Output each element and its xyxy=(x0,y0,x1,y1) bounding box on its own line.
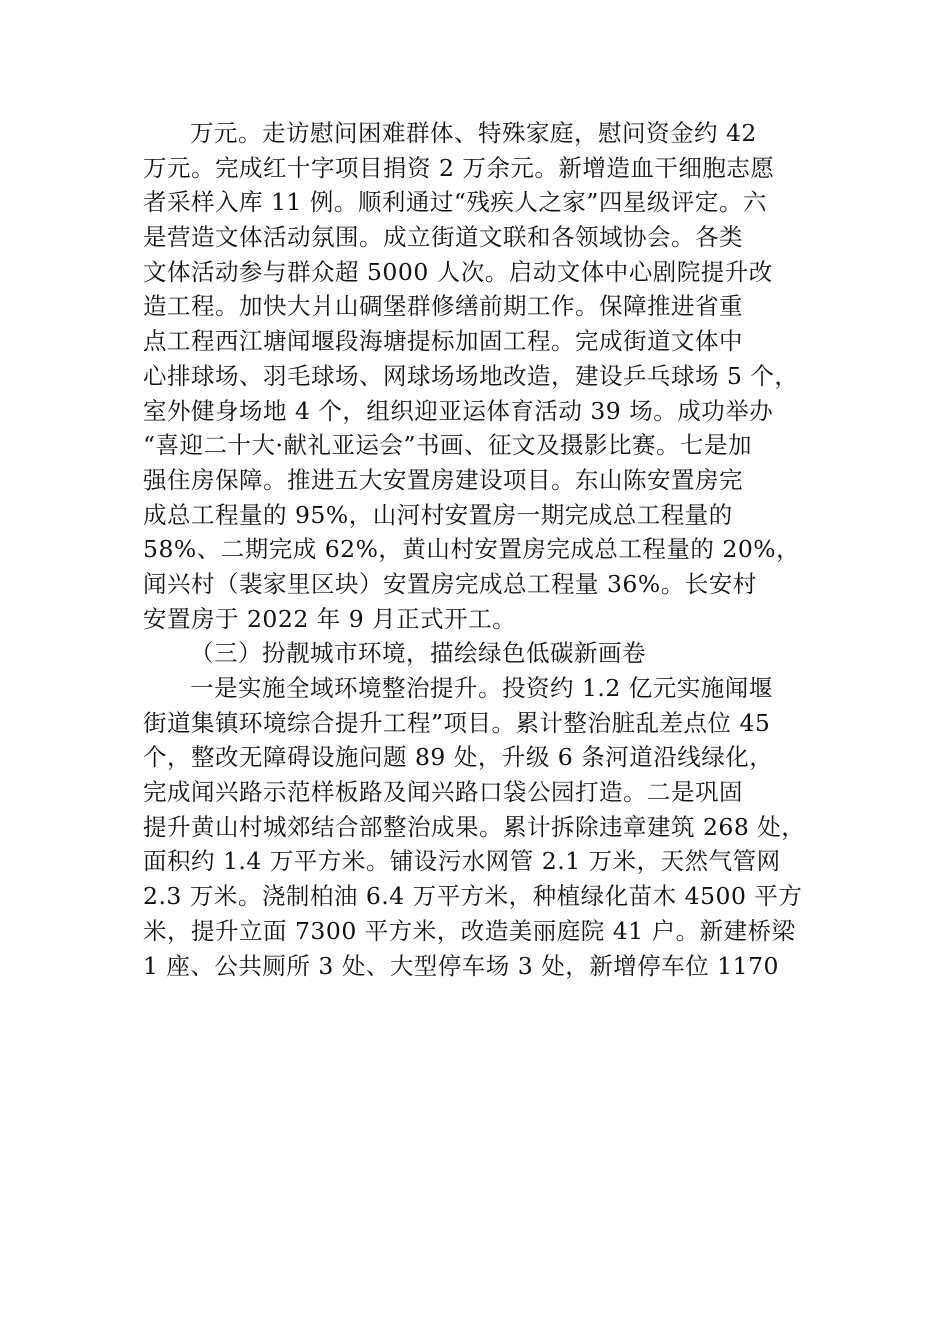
text-line: 万元。走访慰问困难群体、特殊家庭，慰问资金约 42 xyxy=(190,119,757,147)
text-line: 1 座、公共厕所 3 处、大型停车场 3 处，新增停车位 1170 xyxy=(143,951,779,980)
text-line: 万元。完成红十字项目捐资 2 万余元。新增造血干细胞志愿 xyxy=(143,153,775,182)
section-heading: （三）扮靓城市环境，描绘绿色低碳新画卷 xyxy=(190,639,646,668)
text-line: 58%、二期完成 62%，黄山村安置房完成总工程量的 20%， xyxy=(143,535,801,564)
text-line: 完成闻兴路示范样板路及闻兴路口袋公园打造。二是巩固 xyxy=(143,778,743,807)
text-line: 闻兴村（裴家里区块）安置房完成总工程量 36%。长安村 xyxy=(143,569,757,598)
text-line: 2.3 万米。浇制柏油 6.4 万平方米，种植绿化苗木 4500 平方 xyxy=(143,882,803,911)
text-line: 面积约 1.4 万平方米。铺设污水网管 2.1 万米，天然气管网 xyxy=(143,847,781,876)
text-line: 心排球场、羽毛球场、网球场场地改造，建设乒乓球场 5 个， xyxy=(143,361,799,390)
text-line: 室外健身场地 4 个，组织迎亚运体育活动 39 场。成功举办 xyxy=(143,396,774,425)
text-line: 安置房于 2022 年 9 月正式开工。 xyxy=(143,604,517,633)
text-line: 街道集镇环境综合提升工程”项目。累计整治脏乱差点位 45 xyxy=(143,708,771,737)
text-line: 一是实施全域环境整治提升。投资约 1.2 亿元实施闻堰 xyxy=(190,674,773,702)
body-text xyxy=(143,116,843,983)
text-line: “喜迎二十大·献礼亚运会”书画、征文及摄影比赛。七是加 xyxy=(143,431,752,460)
text-line: 文体活动参与群众超 5000 人次。启动文体中心剧院提升改 xyxy=(143,257,773,286)
text-line: 者采样入库 11 例。顺利通过“残疾人之家”四星级评定。六 xyxy=(143,188,767,217)
text-line: 造工程。加快大爿山碉堡群修缮前期工作。保障推进省重 xyxy=(143,292,743,321)
text-line: 个，整改无障碍设施问题 89 处，升级 6 条河道沿线绿化， xyxy=(143,743,774,772)
text-line: 点工程西江塘闻堰段海塘提标加固工程。完成街道文体中 xyxy=(143,327,743,356)
text-line: 提升黄山村城郊结合部整治成果。累计拆除违章建筑 268 处， xyxy=(143,812,806,841)
text-line: 强住房保障。推进五大安置房建设项目。东山陈安置房完 xyxy=(143,465,743,494)
text-line: 米，提升立面 7300 平方米，改造美丽庭院 41 户。新建桥梁 xyxy=(143,916,796,945)
text-line: 成总工程量的 95%，山河村安置房一期完成总工程量的 xyxy=(143,500,733,529)
text-line: 是营造文体活动氛围。成立街道文联和各领域协会。各类 xyxy=(143,223,743,252)
